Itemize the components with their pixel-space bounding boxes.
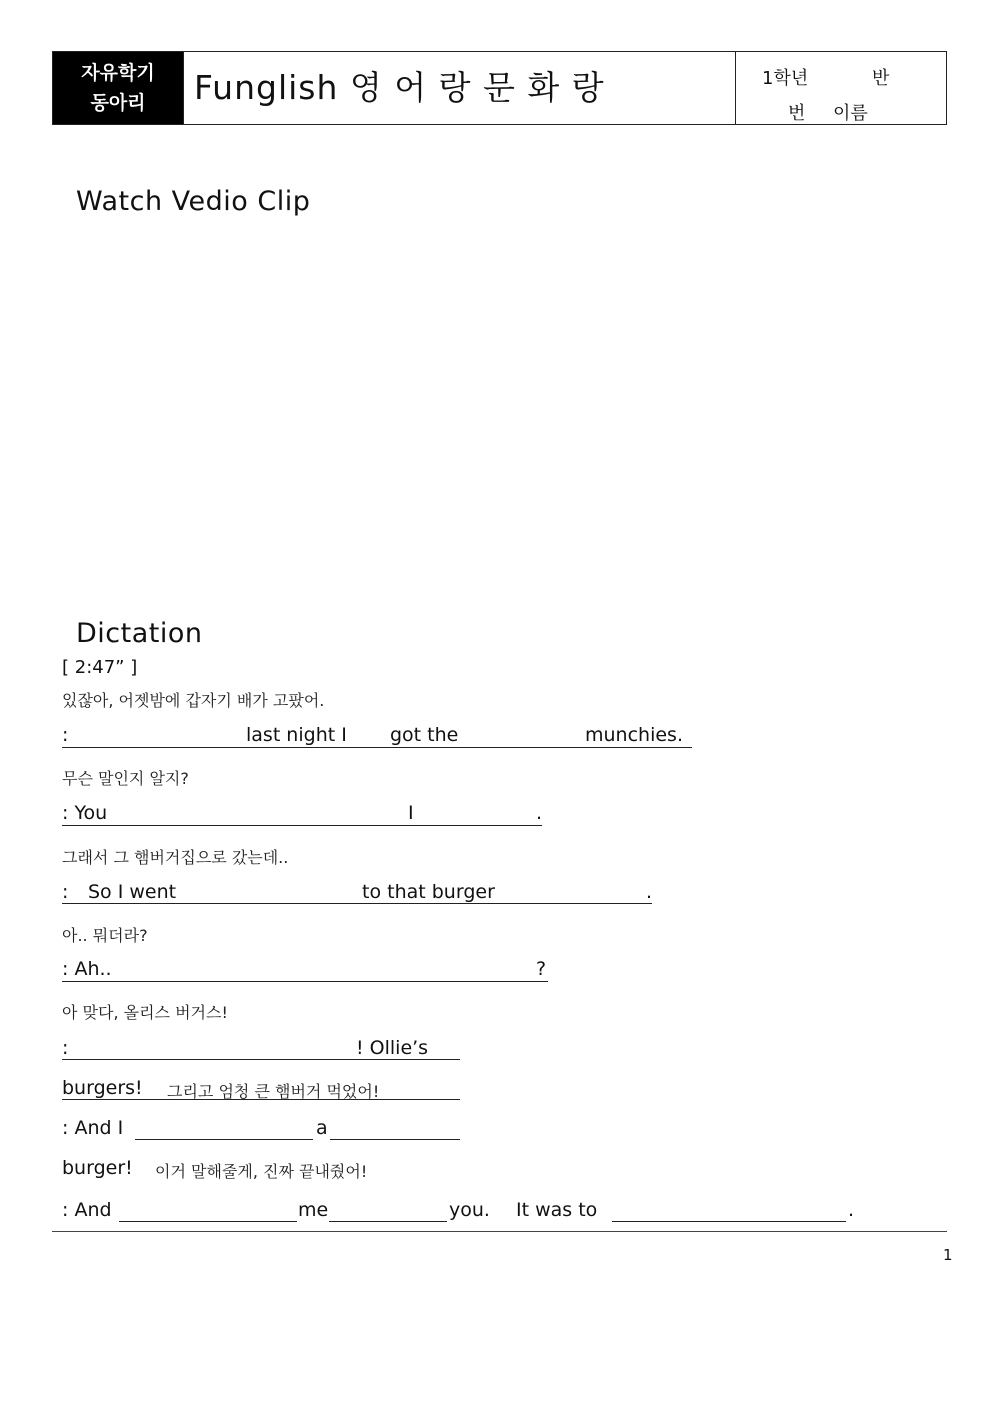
- answer-7-blank-2[interactable]: [329, 1221, 447, 1222]
- korean-prompt-3: 그래서 그 햄버거집으로 갔는데..: [62, 848, 289, 867]
- number-label: 번: [788, 103, 806, 124]
- name-label: 이름: [833, 103, 868, 124]
- korean-prompt-5: 아 맞다, 올리스 버거스!: [62, 1003, 228, 1022]
- answer-1-text-c: munchies.: [585, 724, 683, 746]
- club-label-line2: 동아리: [90, 92, 146, 114]
- answer-2-text-c: .: [536, 802, 543, 824]
- answer-2-text-b: I: [408, 802, 414, 824]
- answer-1-blank[interactable]: [62, 747, 692, 748]
- answer-7-text-c: you.: [449, 1199, 490, 1221]
- korean-prompt-1: 있잖아, 어젯밤에 갑자기 배가 고팠어.: [62, 691, 325, 710]
- answer-1-text-a: last night I: [246, 724, 347, 746]
- answer-1-colon: :: [62, 724, 69, 746]
- korean-prompt-2: 무슨 말인지 알지?: [62, 769, 189, 788]
- student-info: [736, 52, 946, 124]
- answer-4-text-a: : Ah..: [62, 958, 112, 980]
- answer-2-text-a: : You: [62, 802, 108, 824]
- korean-prompt-6: 그리고 엄청 큰 햄버거 먹었어!: [167, 1082, 380, 1101]
- timestamp: [ 2:47” ]: [62, 657, 138, 678]
- class-label: 반: [872, 68, 890, 89]
- answer-7-blank-3[interactable]: [612, 1221, 846, 1222]
- answer-3-colon: :: [62, 881, 69, 903]
- club-label-line1: 자유학기: [81, 62, 155, 84]
- answer-3-text-b: to that burger: [362, 881, 495, 903]
- club-label: [53, 52, 183, 124]
- grade-label: 1학년: [762, 68, 809, 89]
- answer-5-continuation-underline: [62, 1099, 460, 1100]
- answer-6-text-a: : And I: [62, 1117, 124, 1139]
- korean-prompt-4: 아.. 뭐더라?: [62, 926, 148, 945]
- korean-prompt-7: 이거 말해줄게, 진짜 끝내줬어!: [155, 1162, 368, 1181]
- answer-3-text-c: .: [646, 881, 653, 903]
- watch-section-title: Watch Vedio Clip: [76, 186, 311, 217]
- answer-4-blank[interactable]: [62, 981, 548, 982]
- answer-7-text-e: .: [848, 1199, 855, 1221]
- dictation-section-title: Dictation: [76, 618, 203, 649]
- answer-5-text-a: ! Ollie’s: [356, 1037, 429, 1059]
- worksheet-title: Funglish 영 어 랑 문 화 랑: [183, 52, 736, 124]
- answer-5-blank[interactable]: [62, 1059, 460, 1060]
- answer-5-continuation: burgers!: [62, 1077, 143, 1099]
- footer-rule: [52, 1231, 947, 1232]
- worksheet-header: [52, 51, 947, 125]
- answer-3-blank[interactable]: [62, 903, 652, 904]
- answer-3-text-a: So I went: [88, 881, 177, 903]
- page-number: 1: [943, 1246, 953, 1264]
- answer-7-blank-1[interactable]: [119, 1221, 297, 1222]
- answer-7-text-d: It was to: [516, 1199, 598, 1221]
- answer-4-text-b: ?: [536, 958, 547, 980]
- answer-6-blank-2[interactable]: [330, 1139, 460, 1140]
- answer-7-text-a: : And: [62, 1199, 112, 1221]
- answer-2-blank[interactable]: [62, 825, 542, 826]
- video-clip-area[interactable]: [76, 230, 916, 610]
- answer-7-text-b: me: [298, 1199, 329, 1221]
- answer-5-colon: :: [62, 1037, 69, 1059]
- answer-6-text-b: a: [316, 1117, 328, 1139]
- answer-1-text-b: got the: [390, 724, 459, 746]
- answer-6-continuation: burger!: [62, 1157, 133, 1179]
- answer-6-blank-1[interactable]: [135, 1139, 313, 1140]
